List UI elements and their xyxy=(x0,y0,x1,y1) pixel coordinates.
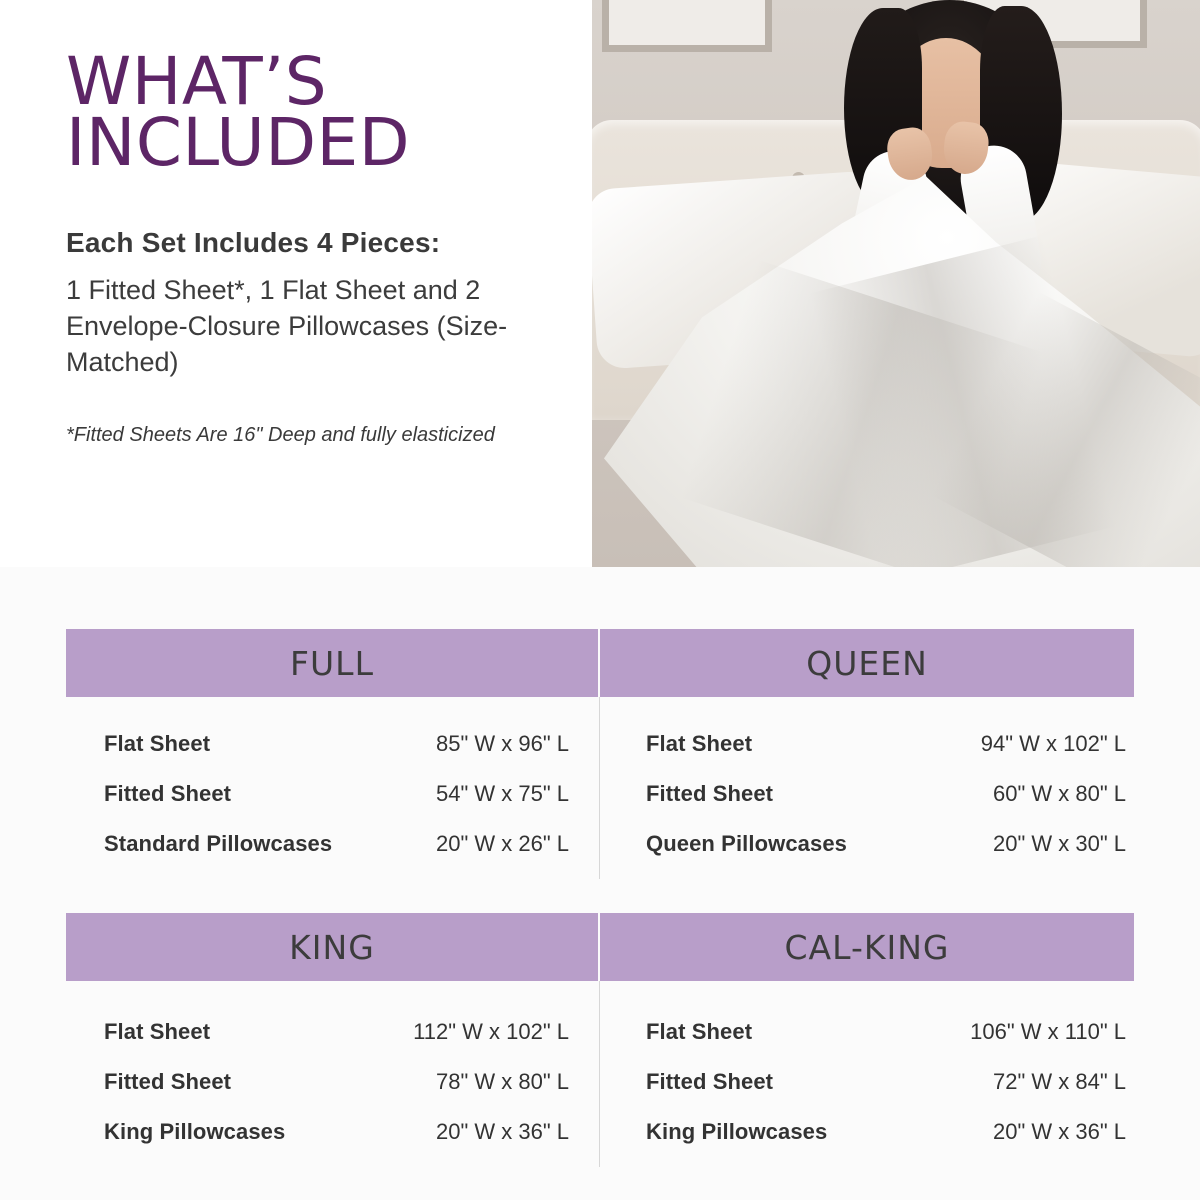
fitted-sheet-footnote: *Fitted Sheets Are 16" Deep and fully elasticized xyxy=(66,424,495,447)
product-photo xyxy=(592,0,1200,567)
table-row xyxy=(66,819,569,869)
table-row xyxy=(66,1057,569,1107)
row-label: Flat Sheet xyxy=(104,731,211,756)
row-value: 60" W x 80" L xyxy=(992,781,1126,806)
size-rows-cal-king xyxy=(600,981,1134,1167)
size-chart-row-2 xyxy=(66,913,1134,1167)
size-chart-section xyxy=(0,567,1200,1200)
photo-wall-frame-left xyxy=(602,0,772,52)
row-label: Flat Sheet xyxy=(646,1019,753,1044)
page-title xyxy=(66,43,552,181)
headline-line-1: WHAT’S xyxy=(66,43,328,120)
size-header-king: KING xyxy=(66,913,600,981)
row-value: 78" W x 80" L xyxy=(435,1069,569,1094)
row-value: 106" W x 110" L xyxy=(970,1019,1126,1044)
row-label: Queen Pillowcases xyxy=(646,831,848,856)
headline-line-2: INCLUDED xyxy=(66,103,411,181)
row-label: Fitted Sheet xyxy=(646,1069,774,1094)
size-header-queen: QUEEN xyxy=(600,629,1134,697)
table-row xyxy=(646,1007,1134,1057)
row-label: Flat Sheet xyxy=(104,1019,211,1044)
size-header-full: FULL xyxy=(66,629,600,697)
row-value: 85" W x 96" L xyxy=(435,731,569,756)
table-row xyxy=(66,1107,569,1157)
row-label: Fitted Sheet xyxy=(104,781,232,806)
row-value: 20" W x 36" L xyxy=(435,1119,569,1144)
size-rows-king xyxy=(66,981,600,1167)
row-label: King Pillowcases xyxy=(646,1119,828,1144)
row-label: Fitted Sheet xyxy=(646,781,774,806)
table-row xyxy=(646,1057,1134,1107)
row-value: 72" W x 84" L xyxy=(992,1069,1126,1094)
table-row xyxy=(66,719,569,769)
row-value: 54" W x 75" L xyxy=(435,781,569,806)
row-label: King Pillowcases xyxy=(104,1119,286,1144)
size-block-king xyxy=(66,913,600,1167)
table-row xyxy=(646,769,1134,819)
table-row xyxy=(646,719,1134,769)
hero-text-block xyxy=(0,0,592,567)
row-label: Standard Pillowcases xyxy=(104,831,333,856)
size-header-cal-king: CAL-KING xyxy=(600,913,1134,981)
size-rows-full xyxy=(66,697,600,879)
table-row xyxy=(646,1107,1134,1157)
size-chart-grid xyxy=(66,629,1134,1167)
row-value: 20" W x 36" L xyxy=(992,1119,1126,1144)
row-value: 20" W x 30" L xyxy=(992,831,1126,856)
size-chart-row-1 xyxy=(66,629,1134,879)
table-row xyxy=(66,769,569,819)
size-rows-queen xyxy=(600,697,1134,879)
row-value: 112" W x 102" L xyxy=(413,1019,569,1044)
row-label: Fitted Sheet xyxy=(104,1069,232,1094)
row-value: 94" W x 102" L xyxy=(980,731,1126,756)
row-label: Flat Sheet xyxy=(646,731,753,756)
contents-description: 1 Fitted Sheet*, 1 Flat Sheet and 2 Envelope-Closure Pillowcases (Size-Matched) xyxy=(66,275,508,377)
size-block-full xyxy=(66,629,600,879)
size-block-cal-king xyxy=(600,913,1134,1167)
row-value: 20" W x 26" L xyxy=(435,831,569,856)
table-row xyxy=(66,1007,569,1057)
subheading: Each Set Includes 4 Pieces: xyxy=(66,227,441,259)
hero-section xyxy=(0,0,1200,567)
table-row xyxy=(646,819,1134,869)
size-block-queen xyxy=(600,629,1134,879)
